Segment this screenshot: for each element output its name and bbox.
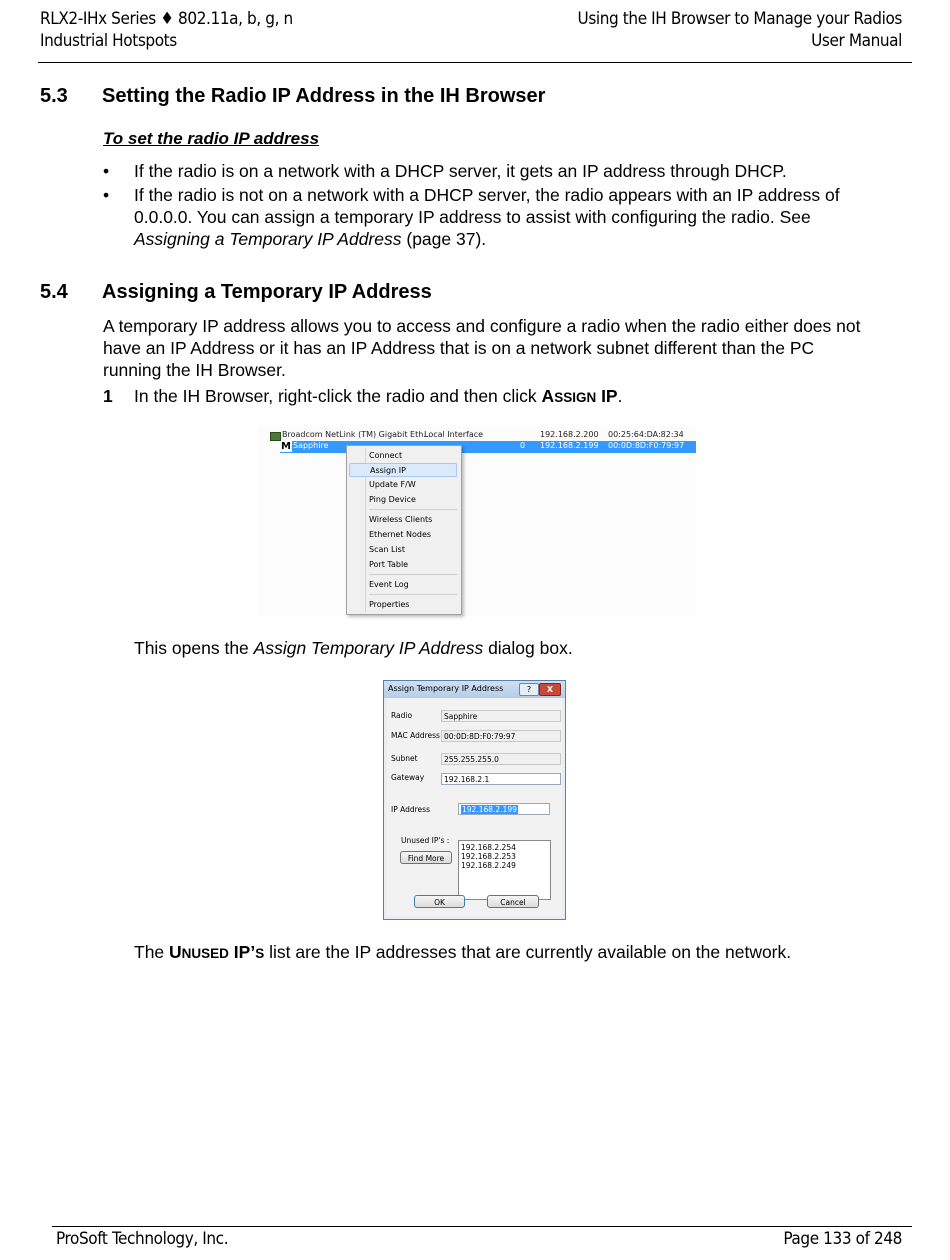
- product-name: RLX2-IHx Series ♦ 802.11a, b, g, n: [40, 9, 293, 29]
- command-initial: A: [541, 386, 555, 406]
- context-menu: [346, 445, 462, 615]
- command-name: [542, 386, 618, 406]
- ip-address-selected-text: 192.168.2.199: [462, 805, 517, 814]
- cancel-button[interactable]: Cancel: [487, 895, 539, 908]
- device-name: Sapphire: [293, 441, 329, 450]
- bullet-text: If the radio is on a network with a DHCP server, it gets an IP address through DHCP.: [134, 161, 787, 181]
- gateway-label: Gateway: [391, 773, 425, 782]
- assign-ip-dialog-screenshot: [383, 680, 566, 920]
- menu-separator: [369, 509, 457, 510]
- radio-label: Radio: [391, 711, 413, 720]
- cross-reference-link[interactable]: Assigning a Temporary IP Address: [134, 229, 402, 249]
- device-mac: 00:25:64:DA:82:34: [608, 430, 684, 439]
- mac-address-field: 00:0D:8D:F0:79:97: [441, 730, 561, 742]
- list-item[interactable]: 192.168.2.249: [461, 861, 516, 870]
- menu-item-assign-ip[interactable]: Assign IP: [349, 463, 457, 477]
- device-name: Broadcom NetLink (TM) Gigabit Eth...: [282, 430, 431, 439]
- list-item: [103, 160, 863, 182]
- dialog-intro-text: [134, 637, 573, 659]
- ih-browser-screenshot: [258, 426, 696, 616]
- close-icon[interactable]: X: [539, 683, 561, 696]
- product-line: Industrial Hotspots: [40, 31, 177, 51]
- ip-address-label: IP Address: [391, 805, 430, 814]
- menu-item-event-log[interactable]: Event Log: [369, 580, 409, 589]
- table-row-selected[interactable]: [280, 441, 696, 453]
- section-number: 5.4: [40, 281, 68, 303]
- company-name: ProSoft Technology, Inc.: [56, 1229, 229, 1249]
- text-part: The: [134, 942, 170, 962]
- menu-item-ethernet-nodes[interactable]: Ethernet Nodes: [369, 530, 432, 539]
- menu-item-update-fw[interactable]: Update F/W: [369, 480, 416, 489]
- ip-address-field[interactable]: [458, 803, 550, 815]
- menu-item-wireless-clients[interactable]: Wireless Clients: [369, 515, 433, 524]
- step-text-part: In the IH Browser, right-click the radio and then click: [134, 386, 542, 406]
- bullet-icon: •: [103, 185, 110, 205]
- list-item[interactable]: 192.168.2.254: [461, 843, 516, 852]
- radio-field: Sapphire: [441, 710, 561, 722]
- gateway-field[interactable]: 192.168.2.1: [441, 773, 561, 785]
- device-ip: 192.168.2.199: [540, 441, 599, 450]
- bullet-text-part: (page 37).: [401, 229, 487, 249]
- unused-ips-label: Unused IP's :: [401, 836, 450, 845]
- command-rest: IP: [596, 386, 618, 406]
- running-header-right: [578, 8, 902, 52]
- document-type: User Manual: [811, 31, 902, 51]
- mac-address-label: MAC Address: [391, 731, 440, 740]
- unused-ips-explanation: [134, 941, 834, 965]
- page-number: Page 133 of 248: [783, 1229, 902, 1249]
- control-name: [169, 942, 264, 962]
- text-part: This opens the: [134, 638, 254, 658]
- help-icon[interactable]: ?: [519, 683, 539, 696]
- bullet-text: [134, 184, 863, 250]
- step-1: [103, 385, 863, 409]
- control-smallcaps: NUSED: [181, 946, 229, 961]
- running-header-left: [40, 8, 293, 52]
- footer-rule: [52, 1226, 912, 1227]
- command-smallcaps: SSIGN: [554, 390, 597, 405]
- step-text-part: .: [617, 386, 623, 406]
- dialog-body: [387, 698, 562, 916]
- menu-item-ping-device[interactable]: Ping Device: [369, 495, 416, 504]
- section-number: 5.3: [40, 85, 68, 107]
- text-part: list are the IP addresses that are currently available on the network.: [264, 942, 792, 962]
- unused-ips-list[interactable]: [458, 840, 551, 900]
- dialog-name: Assign Temporary IP Address: [253, 638, 484, 658]
- device-ip: 192.168.2.200: [540, 430, 599, 439]
- find-more-button[interactable]: Find More: [400, 851, 452, 864]
- subnet-label: Subnet: [391, 754, 418, 763]
- menu-item-scan-list[interactable]: Scan List: [369, 545, 405, 554]
- list-item: [103, 184, 863, 250]
- control-smallcaps: S: [255, 946, 265, 961]
- ok-button[interactable]: OK: [414, 895, 465, 908]
- device-count: 0: [520, 441, 526, 450]
- step-text: [134, 385, 863, 409]
- device-mac: 00:0D:8D:F0:79:97: [608, 441, 685, 450]
- chapter-title: Using the IH Browser to Manage your Radios: [577, 9, 902, 29]
- menu-separator: [369, 574, 457, 575]
- intro-paragraph: A temporary IP address allows you to access and configure a radio when the radio either does not have an IP Address or it has an IP Address that is on a network subnet different than the PC running the IH Browser.: [103, 316, 861, 380]
- dialog-titlebar: [384, 681, 565, 698]
- menu-separator: [369, 594, 457, 595]
- step-number: 1: [103, 386, 113, 406]
- bullet-icon: •: [103, 161, 110, 181]
- list-item[interactable]: 192.168.2.253: [461, 852, 516, 861]
- procedure-heading: To set the radio IP address: [103, 129, 320, 148]
- section-title: Setting the Radio IP Address in the IH Browser: [102, 85, 546, 107]
- bullet-text-part: If the radio is not on a network with a DHCP server, the radio appears with an IP address of 0.0.0.0. You can assign a temporary IP address to assist with configuring the radio. See: [134, 185, 840, 227]
- subnet-field: 255.255.255.0: [441, 753, 561, 765]
- menu-item-port-table[interactable]: Port Table: [369, 560, 409, 569]
- control-rest: IP’: [228, 942, 256, 962]
- header-rule: [38, 62, 912, 63]
- control-initial: U: [169, 942, 182, 962]
- text-part: dialog box.: [483, 638, 573, 658]
- device-type: Local Interface: [424, 430, 484, 439]
- dialog-title: Assign Temporary IP Address: [388, 684, 504, 693]
- menu-item-properties[interactable]: Properties: [369, 600, 410, 609]
- radio-marker-icon: M: [281, 441, 291, 452]
- menu-item-connect[interactable]: Connect: [369, 451, 403, 460]
- network-adapter-icon: [270, 432, 281, 441]
- section-title: Assigning a Temporary IP Address: [102, 281, 432, 303]
